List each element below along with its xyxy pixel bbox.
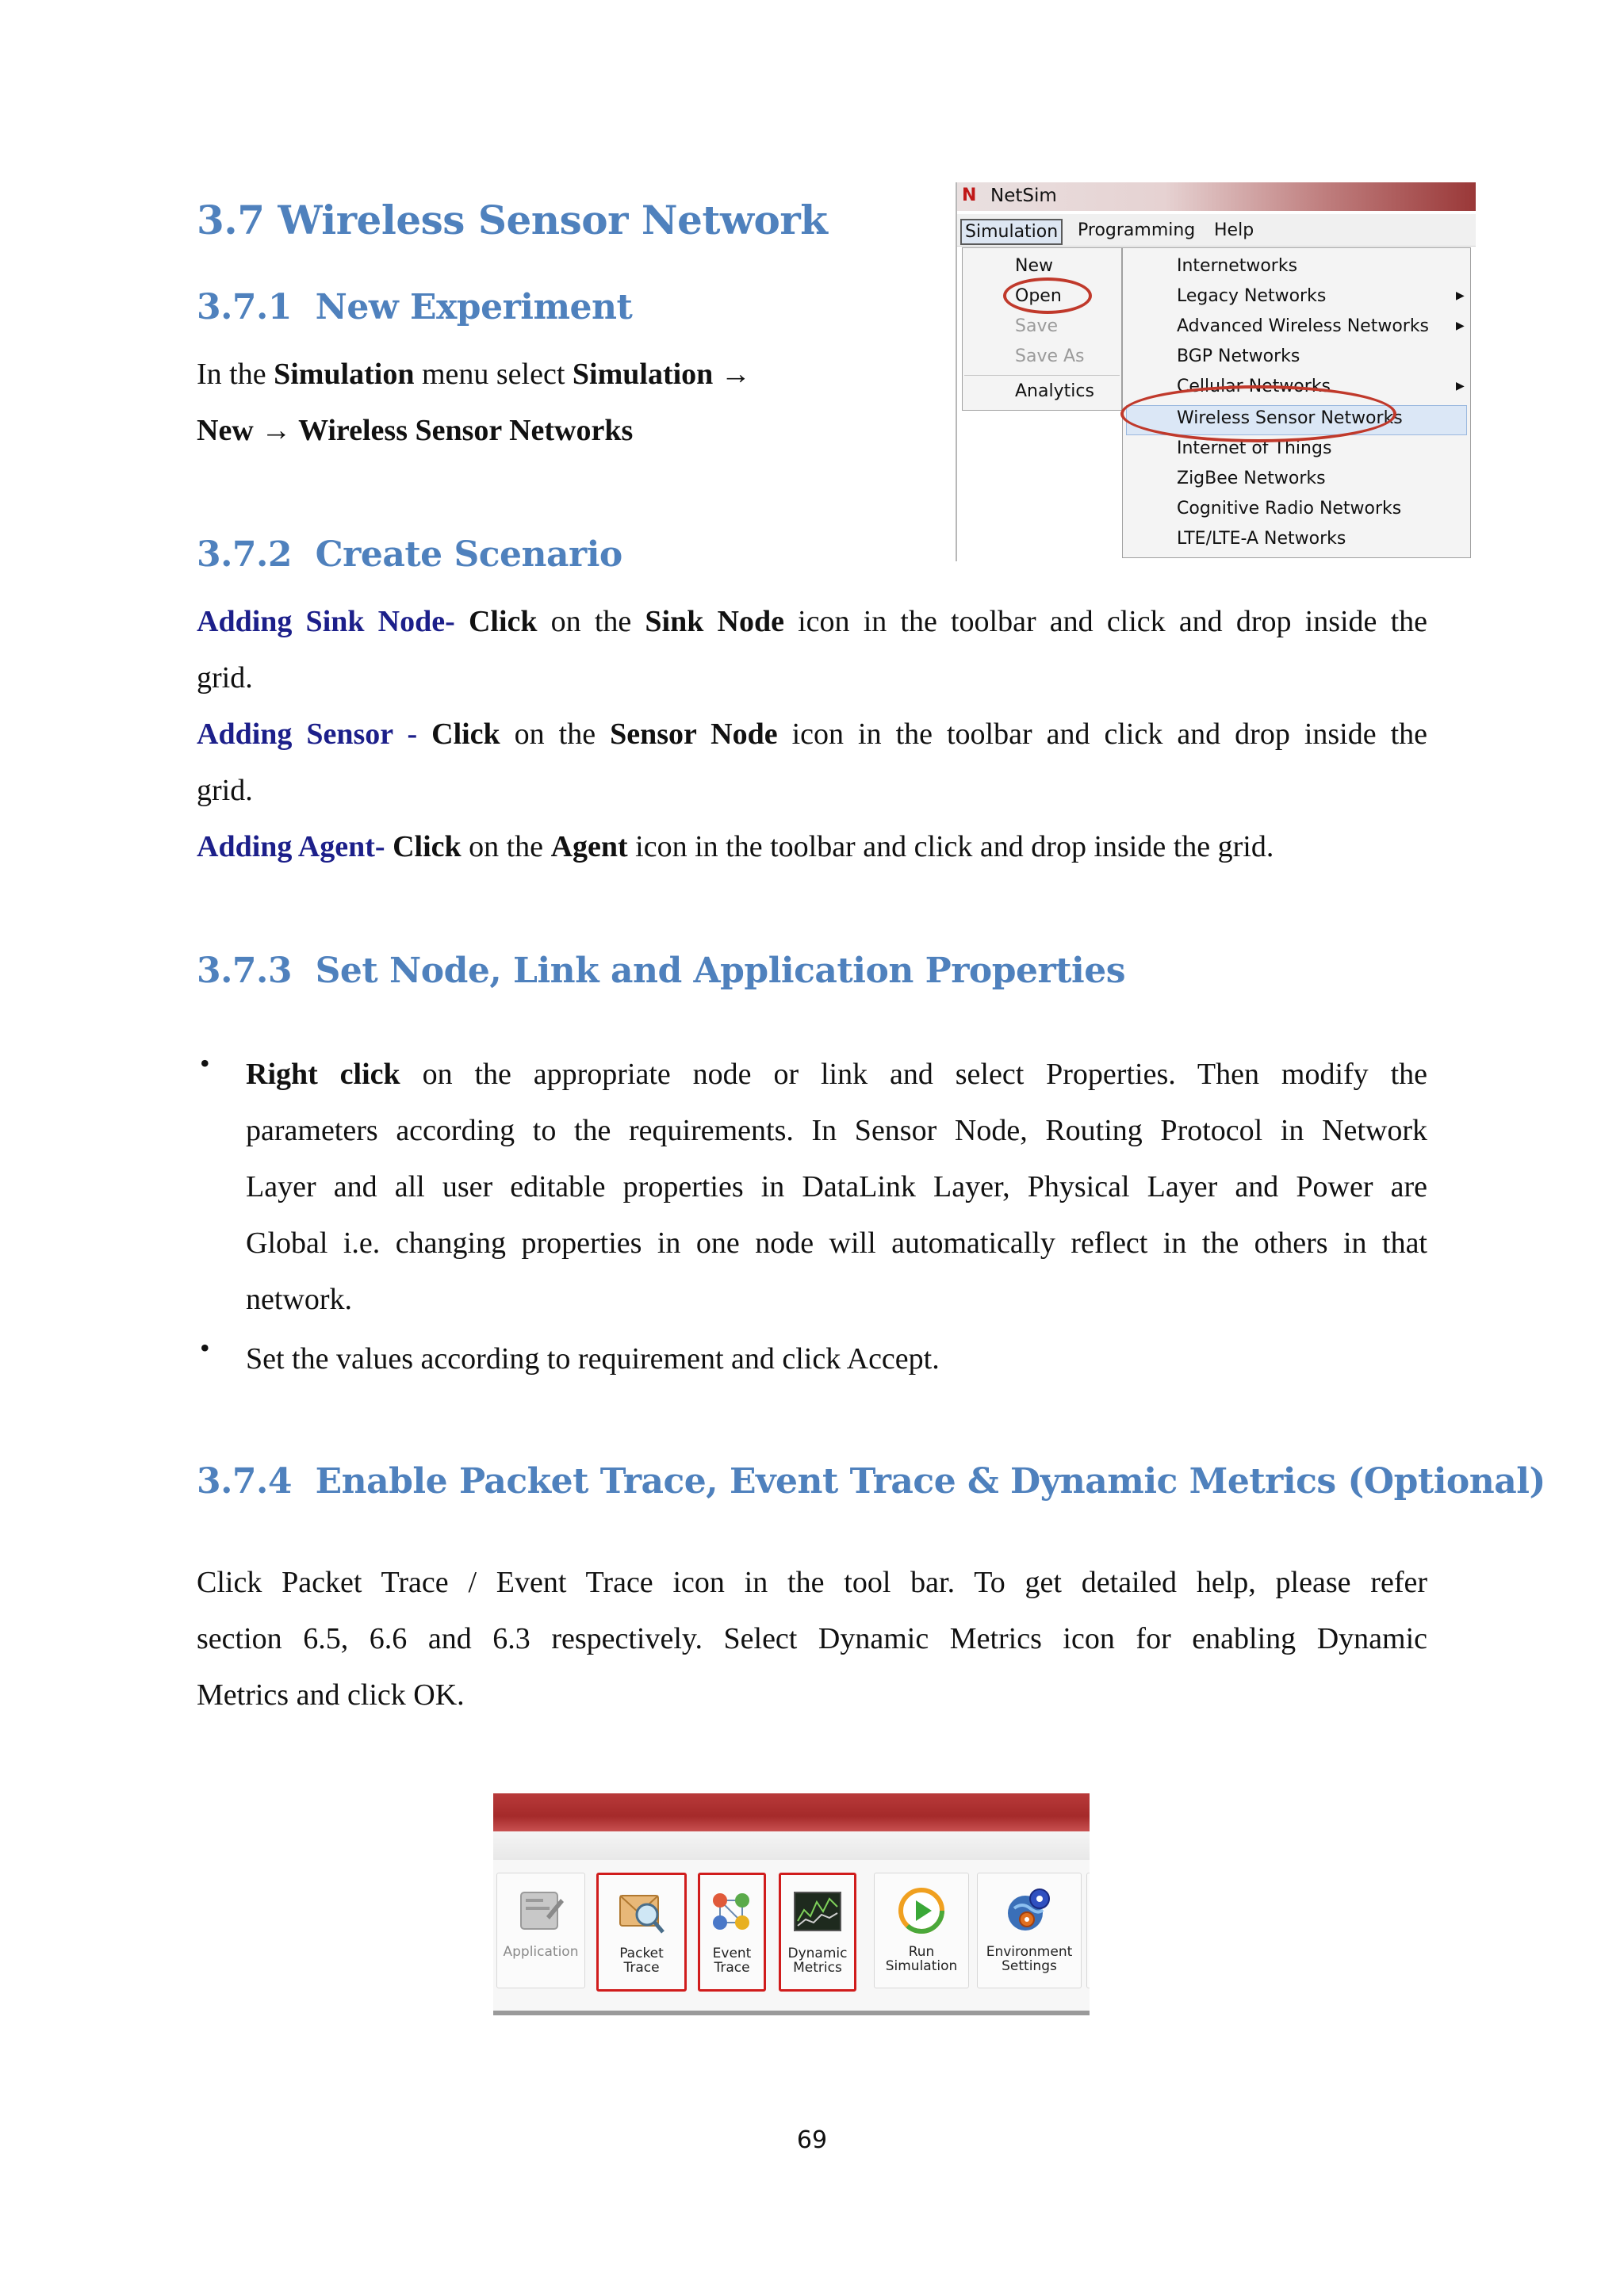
event-trace-button[interactable] bbox=[698, 1873, 766, 1992]
new-experiment-line1: In the Simulation menu select Simulation → bbox=[197, 358, 751, 391]
sensor-node-line: Adding Sensor - Click on the Sensor Node icon in the toolbar and click and drop inside the bbox=[197, 718, 1427, 751]
bullet-icon: • bbox=[200, 1332, 210, 1364]
bullet1-line5: network. bbox=[246, 1283, 353, 1316]
dynamic-metrics-label: Dynamic Metrics bbox=[787, 1946, 848, 1976]
submenu-arrow-icon: ▶ bbox=[1456, 289, 1465, 302]
environment-settings-button[interactable] bbox=[977, 1873, 1082, 1988]
submenu-item-internet-of-things[interactable]: Internet of Things bbox=[1177, 438, 1332, 458]
dynamic-metrics-icon bbox=[791, 1886, 844, 1938]
application-button[interactable] bbox=[496, 1873, 585, 1988]
dynamic-metrics-button[interactable] bbox=[779, 1873, 856, 1992]
toolbar-titlebar bbox=[493, 1793, 1090, 1831]
subsection-heading-properties: 3.7.3 Set Node, Link and Application Properties bbox=[197, 951, 1125, 991]
event-trace-icon bbox=[706, 1886, 758, 1938]
bullet1-line4: Global i.e. changing properties in one node will automatically reflect in the others in that bbox=[246, 1226, 1427, 1260]
run-simulation-icon bbox=[895, 1885, 948, 1937]
submenu-item-lte-networks[interactable]: LTE/LTE-A Networks bbox=[1177, 529, 1346, 549]
trace-line3: Metrics and click OK. bbox=[197, 1678, 465, 1712]
event-trace-label: Event Trace bbox=[712, 1946, 752, 1976]
menu-item-open[interactable]: Open bbox=[1015, 286, 1062, 306]
submenu-item-advanced-wireless-networks[interactable]: Advanced Wireless Networks bbox=[1177, 316, 1430, 336]
wsn-highlight-ellipse bbox=[1120, 385, 1396, 442]
bullet2-line: Set the values according to requirement and click Accept. bbox=[246, 1342, 940, 1376]
run-simulation-button[interactable] bbox=[874, 1873, 969, 1988]
toolbar-tab-strip bbox=[493, 1831, 1090, 1861]
menu-simulation[interactable]: Simulation bbox=[960, 219, 1063, 245]
next-toolbar-button[interactable] bbox=[1086, 1873, 1090, 1988]
submenu-item-cellular-networks[interactable]: Cellular Networks bbox=[1177, 377, 1331, 396]
menu-divider bbox=[964, 375, 1120, 376]
submenu-item-bgp-networks[interactable]: BGP Networks bbox=[1177, 346, 1300, 366]
submenu-item-internetworks[interactable]: Internetworks bbox=[1177, 256, 1298, 276]
window-title: NetSim bbox=[990, 186, 1057, 206]
menu-item-analytics[interactable]: Analytics bbox=[1015, 381, 1094, 401]
bullet1-line1: Right click on the appropriate node or link and select Properties. Then modify the bbox=[246, 1058, 1427, 1091]
simulation-menu bbox=[962, 247, 1122, 411]
environment-settings-label: Environment Settings bbox=[986, 1944, 1073, 1974]
packet-trace-label: Packet Trace bbox=[619, 1946, 664, 1976]
open-highlight-ellipse bbox=[1003, 277, 1092, 314]
sink-node-line: Adding Sink Node- Click on the Sink Node icon in the toolbar and click and drop inside the bbox=[197, 605, 1427, 638]
environment-settings-icon bbox=[1003, 1885, 1055, 1937]
menu-programming[interactable]: Programming bbox=[1078, 220, 1196, 240]
trace-line2: section 6.5, 6.6 and 6.3 respectively. Select Dynamic Metrics icon for enabling Dynamic bbox=[197, 1622, 1427, 1655]
bullet-icon: • bbox=[200, 1047, 210, 1079]
submenu-arrow-icon: ▶ bbox=[1456, 320, 1465, 332]
bullet1-line3: Layer and all user editable properties in DataLink Layer, Physical Layer and Power are bbox=[246, 1170, 1427, 1203]
submenu-item-zigbee-networks[interactable]: ZigBee Networks bbox=[1177, 469, 1326, 488]
sensor-node-line-cont: grid. bbox=[197, 774, 253, 807]
subsection-heading-create-scenario: 3.7.2 Create Scenario bbox=[197, 534, 622, 575]
submenu-item-legacy-networks[interactable]: Legacy Networks bbox=[1177, 286, 1327, 306]
toolbar-bottom-border bbox=[493, 2011, 1090, 2015]
submenu-item-wireless-sensor-networks[interactable]: Wireless Sensor Networks bbox=[1177, 408, 1403, 428]
agent-line: Adding Agent- Click on the Agent icon in the toolbar and click and drop inside the grid. bbox=[197, 830, 1274, 863]
subsection-heading-trace: 3.7.4 Enable Packet Trace, Event Trace & Dynamic Metrics (Optional) bbox=[197, 1461, 1545, 1502]
packet-trace-button[interactable] bbox=[596, 1873, 687, 1992]
sink-node-line-cont: grid. bbox=[197, 661, 253, 695]
subsection-heading-new-experiment: 3.7.1 New Experiment bbox=[197, 287, 633, 327]
new-experiment-line2: New → Wireless Sensor Networks bbox=[197, 414, 634, 447]
section-heading: 3.7 Wireless Sensor Network bbox=[197, 197, 828, 243]
menu-item-save-as: Save As bbox=[1015, 346, 1085, 366]
menu-item-save: Save bbox=[1015, 316, 1059, 336]
window-titlebar bbox=[957, 182, 1476, 211]
menu-help[interactable]: Help bbox=[1214, 220, 1254, 240]
toolbar-screenshot bbox=[493, 1793, 1090, 2015]
run-simulation-label: Run Simulation bbox=[885, 1944, 958, 1974]
menu-item-new[interactable]: New bbox=[1015, 256, 1053, 276]
trace-line1: Click Packet Trace / Event Trace icon in the tool bar. To get detailed help, please refer bbox=[197, 1566, 1427, 1599]
packet-trace-icon bbox=[615, 1886, 668, 1938]
submenu-item-cognitive-radio-networks[interactable]: Cognitive Radio Networks bbox=[1177, 499, 1402, 519]
submenu-arrow-icon: ▶ bbox=[1456, 380, 1465, 392]
netsim-menu-screenshot bbox=[956, 182, 1476, 561]
application-label: Application bbox=[503, 1944, 579, 1960]
netsim-logo-icon: N bbox=[962, 186, 977, 205]
page-number: 69 bbox=[796, 2126, 828, 2154]
menubar bbox=[957, 214, 1476, 247]
bullet1-line2: parameters according to the requirements. In Sensor Node, Routing Protocol in Network bbox=[246, 1114, 1427, 1147]
application-icon bbox=[515, 1885, 567, 1937]
